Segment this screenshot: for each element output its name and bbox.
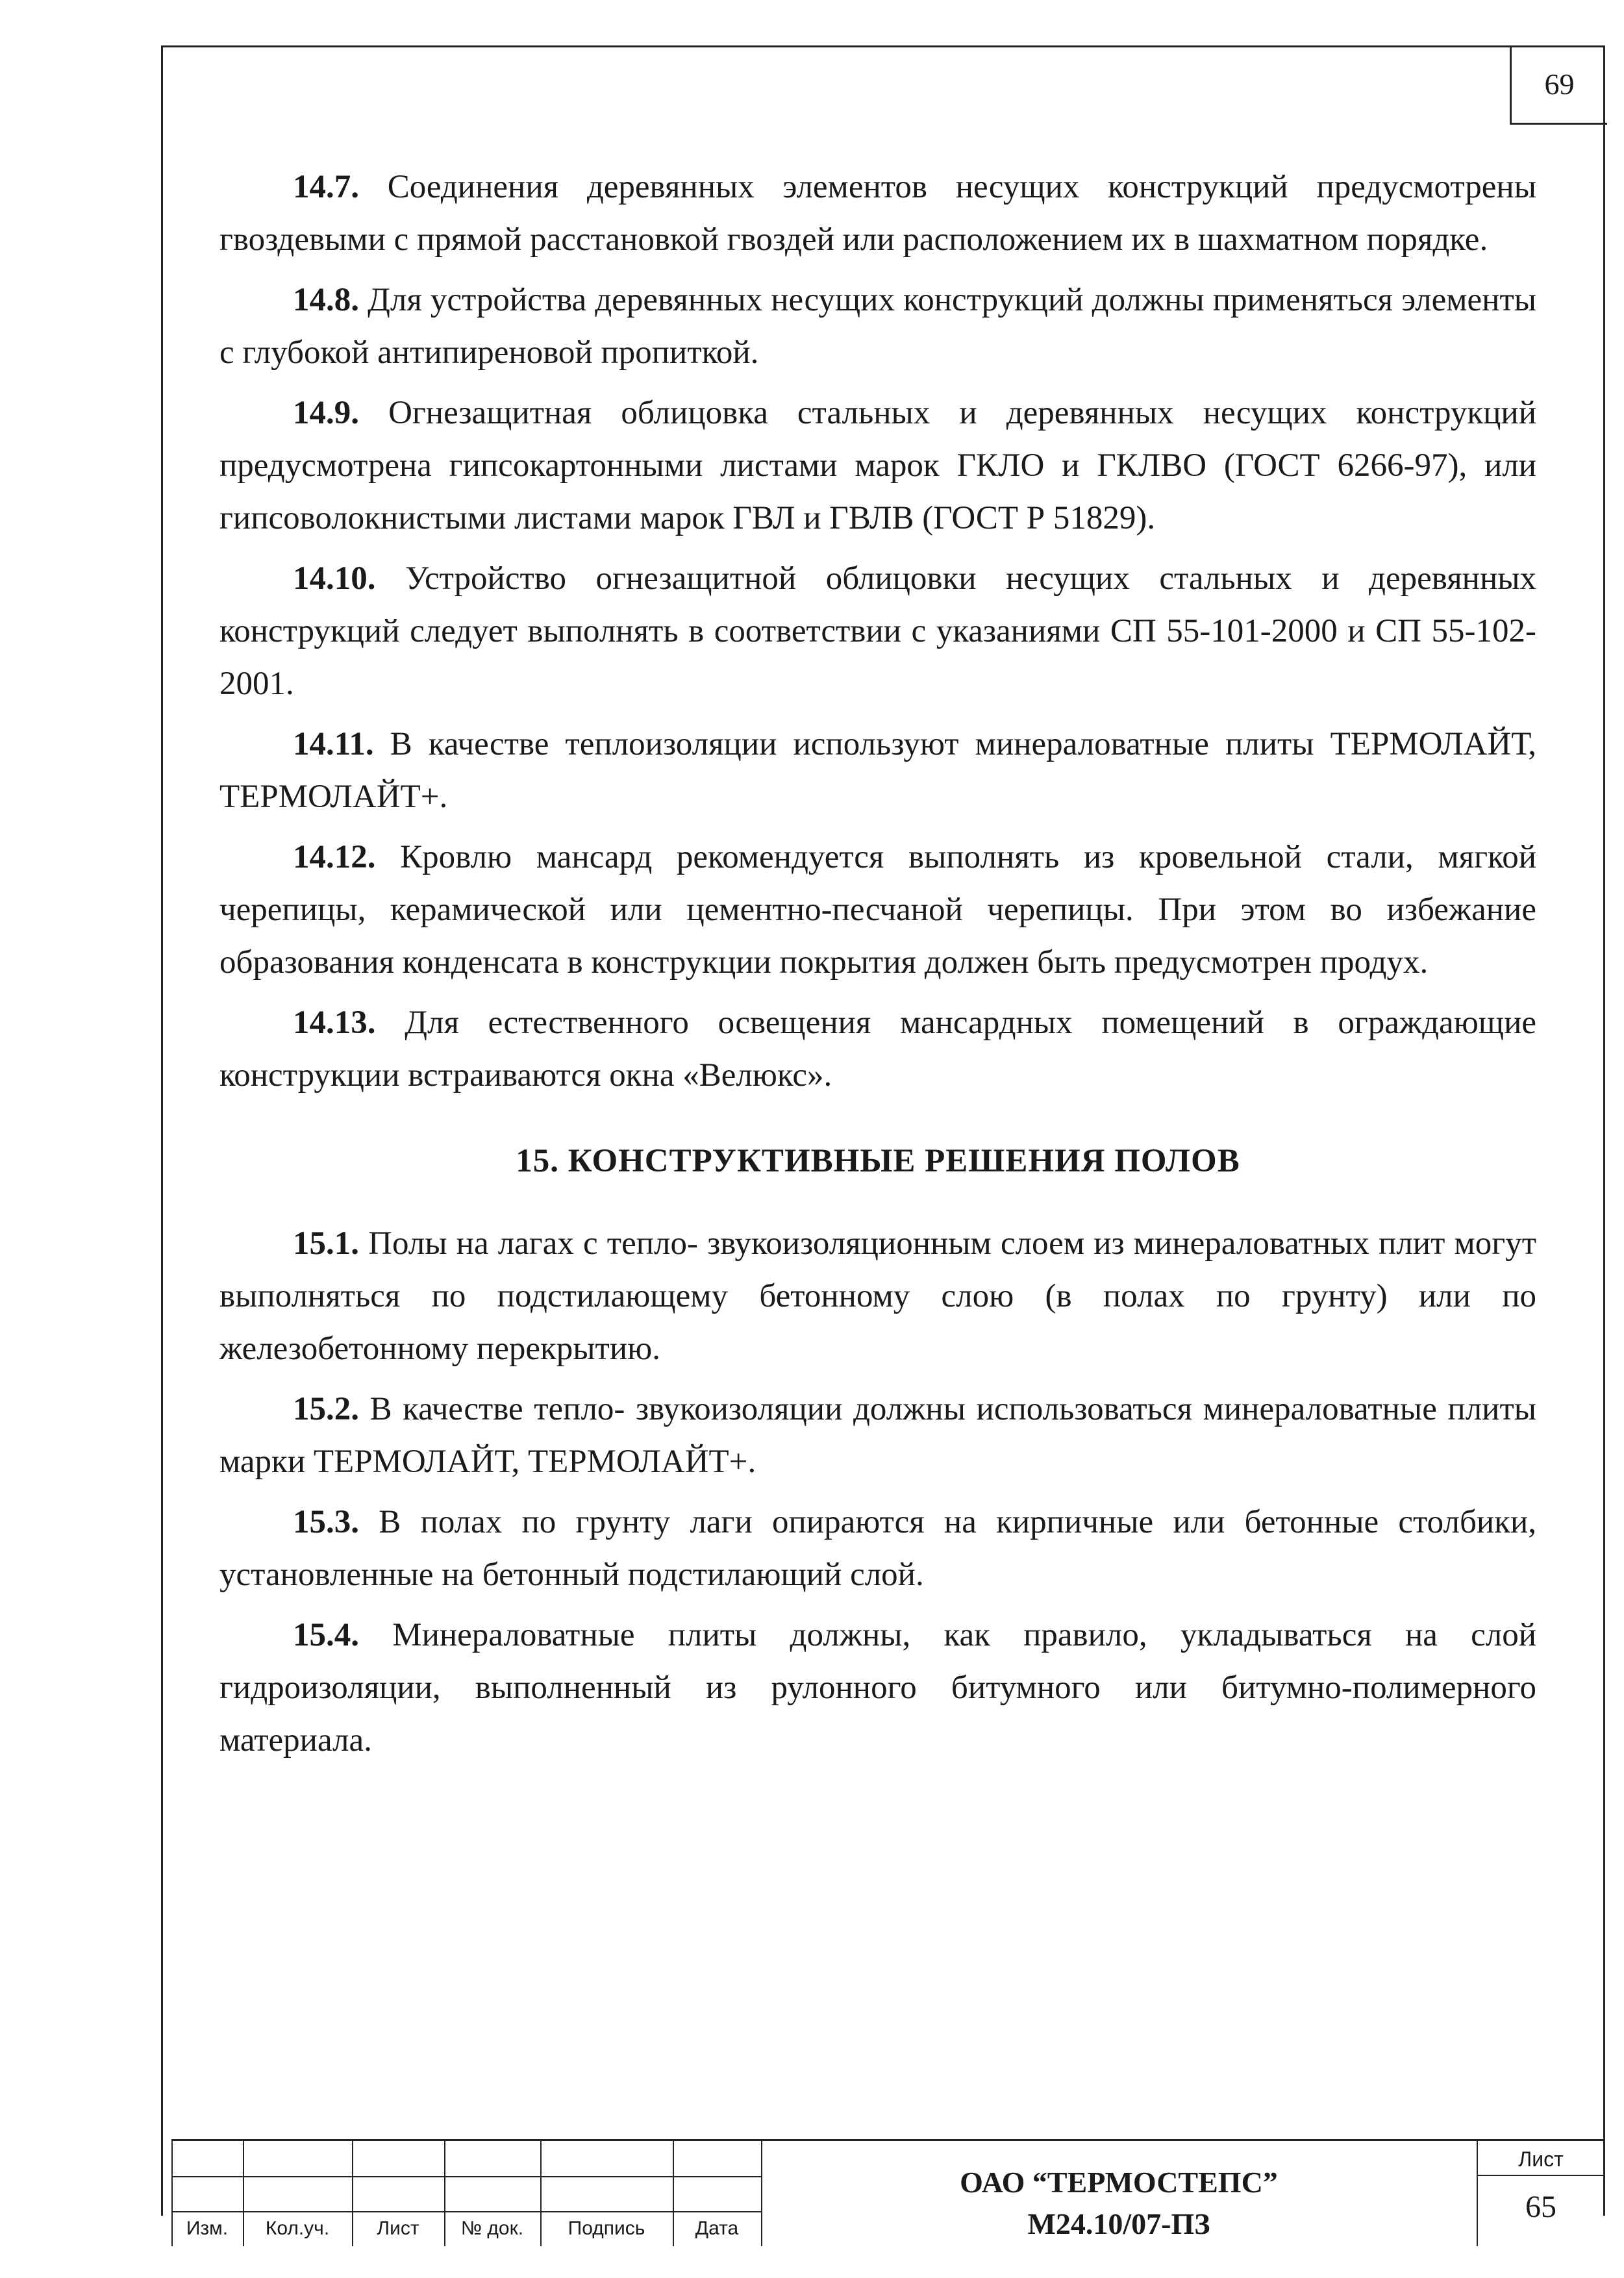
title-block [171, 2139, 1605, 2246]
section-text: В качестве теплоизоляции используют минераловатные плиты ТЕРМОЛАЙТ, ТЕРМОЛАЙТ+. [219, 726, 1536, 815]
sheet-number: 65 [1525, 2190, 1556, 2224]
section-heading: 15. КОНСТРУКТИВНЫЕ РЕШЕНИЯ ПОЛОВ [516, 1143, 1240, 1179]
col-date: Дата [695, 2218, 739, 2239]
section-text: Для естественного освещения мансардных помещений в ограждающие конструкции встраиваются окна «Велюкс». [219, 1005, 1536, 1094]
col-kol-uch: Кол.уч. [265, 2218, 330, 2239]
section-number: 14.12. [293, 839, 376, 875]
section-number: 14.13. [293, 1005, 376, 1041]
paragraph-15-2 [219, 1383, 1536, 1488]
section-number: 15.2. [293, 1391, 359, 1427]
col-izm: Изм. [186, 2218, 229, 2239]
sheet-label: Лист [1518, 2147, 1564, 2171]
section-text: Устройство огнезащитной облицовки несущих стальных и деревянных конструкций следует выполнять в соответствии с указаниями СП 55-101-2000 и СП 55-102-2001. [219, 560, 1536, 702]
stamp-organization [761, 2162, 1477, 2245]
document-code: М24.10/07-ПЗ [1027, 2207, 1210, 2240]
section-number: 14.9. [293, 395, 359, 431]
section-text: Для устройства деревянных несущих конструкций должны применяться элементы с глубокой антипиреновой пропиткой. [219, 282, 1536, 371]
section-number: 15.1. [293, 1225, 359, 1262]
section-text: Соединения деревянных элементов несущих конструкций предусмотрены гвоздевыми с прямой расстановкой гвоздей или расположением их в шахматном порядке. [219, 169, 1536, 258]
document-body [219, 161, 1536, 1775]
section-number: 15.4. [293, 1617, 359, 1653]
col-list: Лист [377, 2218, 419, 2239]
stamp-row-line [1477, 2175, 1605, 2176]
paragraph-15-4 [219, 1609, 1536, 1767]
section-number: 14.10. [293, 560, 376, 597]
section-text: Минераловатные плиты должны, как правило, укладываться на слой гидроизоляции, выполненный из рулонного битумного или битумно-полимерного материала. [219, 1617, 1537, 1759]
section-text: Кровлю мансард рекомендуется выполнять из кровельной стали, мягкой черепицы, керамической или цементно-песчаной черепицы. При этом во избежание образования конденсата в конструкции покрытия должен быть предусмотрен продух. [219, 839, 1536, 981]
paragraph-14-10 [219, 553, 1536, 710]
section-number: 14.11. [293, 726, 374, 762]
paragraph-14-12 [219, 831, 1536, 989]
paragraph-15-1 [219, 1218, 1536, 1375]
col-doc-number: № док. [460, 2218, 524, 2239]
paragraph-14-13 [219, 997, 1536, 1102]
section-text: Полы на лагах с тепло- звукоизоляционным слоем из минераловатных плит могут выполняться по подстилающему бетонному слою (в полах по грунту) или по железобетонному перекрытию. [219, 1225, 1536, 1367]
paragraph-14-11 [219, 718, 1536, 823]
page-number-box [1510, 45, 1607, 125]
section-number: 14.8. [293, 282, 359, 318]
col-signature: Подпись [568, 2218, 645, 2239]
section-text: Огнезащитная облицовка стальных и деревянных несущих конструкций предусмотрена гипсокартонными листами марок ГКЛО и ГКЛВО (ГОСТ 6266-97), или гипсоволокнистыми листами марок ГВЛ и ГВЛВ (ГОСТ Р 51829). [219, 395, 1536, 536]
organization-name: ОАО “ТЕРМОСТЕПС” [960, 2166, 1278, 2199]
paragraph-15-3 [219, 1496, 1536, 1601]
section-number: 15.3. [293, 1504, 359, 1540]
section-text: В полах по грунту лаги опираются на кирпичные или бетонные столбики, установленные на бетонный подстилающий слой. [219, 1504, 1537, 1593]
section-number: 14.7. [293, 169, 359, 205]
section-text: В качестве тепло- звукоизоляции должны использоваться минераловатные плиты марки ТЕРМОЛАЙТ, ТЕРМОЛАЙТ+. [219, 1391, 1536, 1480]
paragraph-14-8 [219, 274, 1536, 379]
paragraph-14-9 [219, 387, 1536, 545]
paragraph-14-7 [219, 161, 1536, 266]
page-number: 69 [1544, 68, 1575, 101]
